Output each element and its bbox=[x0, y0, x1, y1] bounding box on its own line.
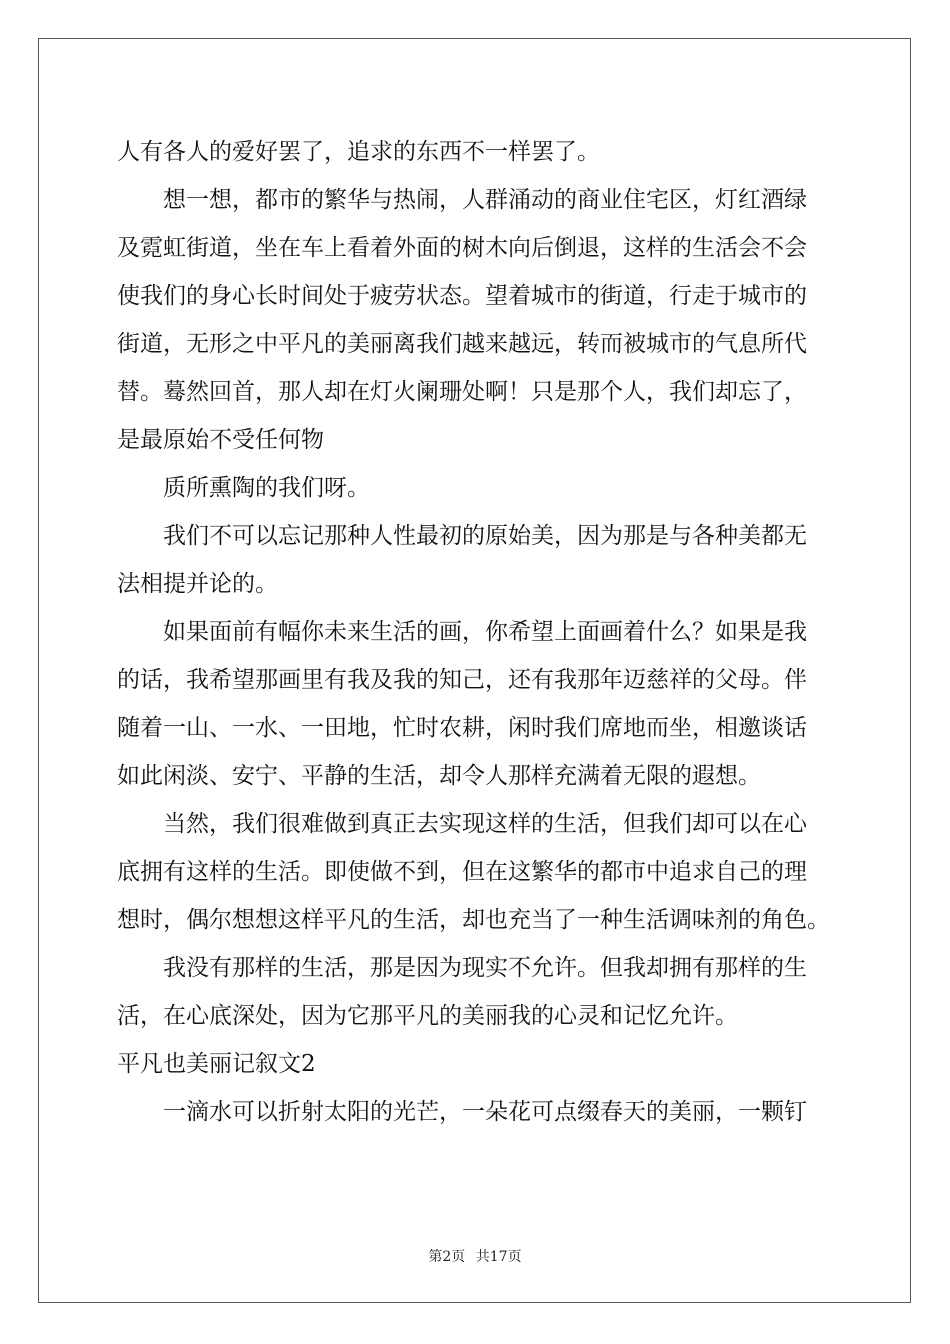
text-line: 想时，偶尔想想这样平凡的生活，却也充当了一种生活调味剂的角色。 bbox=[117, 907, 830, 933]
section-heading: 平凡也美丽记叙文2 bbox=[117, 1051, 316, 1077]
text-line: 活，在心底深处，因为它那平凡的美丽我的心灵和记忆允许。 bbox=[117, 1003, 738, 1029]
text-line: 一滴水可以折射太阳的光芒，一朵花可点缀春天的美丽，一颗钉 bbox=[163, 1099, 807, 1125]
text-line: 我们不可以忘记那种人性最初的原始美，因为那是与各种美都无 bbox=[163, 523, 807, 549]
text-line: 使我们的身心长时间处于疲劳状态。望着城市的街道，行走于城市的 bbox=[117, 283, 807, 309]
text-line: 如此闲淡、安宁、平静的生活，却令人那样充满着无限的遐想。 bbox=[117, 763, 761, 789]
text-line: 底拥有这样的生活。即使做不到，但在这繁华的都市中追求自己的理 bbox=[117, 859, 807, 885]
text-line: 随着一山、一水、一田地，忙时农耕，闲时我们席地而坐，相邀谈话 bbox=[117, 715, 807, 741]
text-line: 当然，我们很难做到真正去实现这样的生活，但我们却可以在心 bbox=[163, 811, 807, 837]
text-line: 如果面前有幅你未来生活的画，你希望上面画着什么？如果是我 bbox=[163, 619, 807, 645]
text-line: 想一想，都市的繁华与热闹，人群涌动的商业住宅区，灯红酒绿 bbox=[163, 187, 807, 213]
page-footer bbox=[0, 1246, 950, 1266]
text-line: 质所熏陶的我们呀。 bbox=[163, 475, 370, 501]
page-number: 第2页 bbox=[428, 1249, 466, 1265]
text-line: 我没有那样的生活，那是因为现实不允许。但我却拥有那样的生 bbox=[163, 955, 807, 981]
text-line: 替。蓦然回首，那人却在灯火阑珊处啊！只是那个人，我们却忘了， bbox=[117, 379, 807, 405]
document-body bbox=[117, 128, 837, 1136]
text-line: 人有各人的爱好罢了，追求的东西不一样罢了。 bbox=[117, 139, 600, 165]
text-line: 是最原始不受任何物 bbox=[117, 427, 324, 453]
text-line: 街道，无形之中平凡的美丽离我们越来越远，转而被城市的气息所代 bbox=[117, 331, 807, 357]
text-line: 的话，我希望那画里有我及我的知己，还有我那年迈慈祥的父母。伴 bbox=[117, 667, 807, 693]
text-line: 法相提并论的。 bbox=[117, 571, 278, 597]
page-total: 共17页 bbox=[475, 1249, 522, 1265]
text-line: 及霓虹街道，坐在车上看着外面的树木向后倒退，这样的生活会不会 bbox=[117, 235, 807, 261]
